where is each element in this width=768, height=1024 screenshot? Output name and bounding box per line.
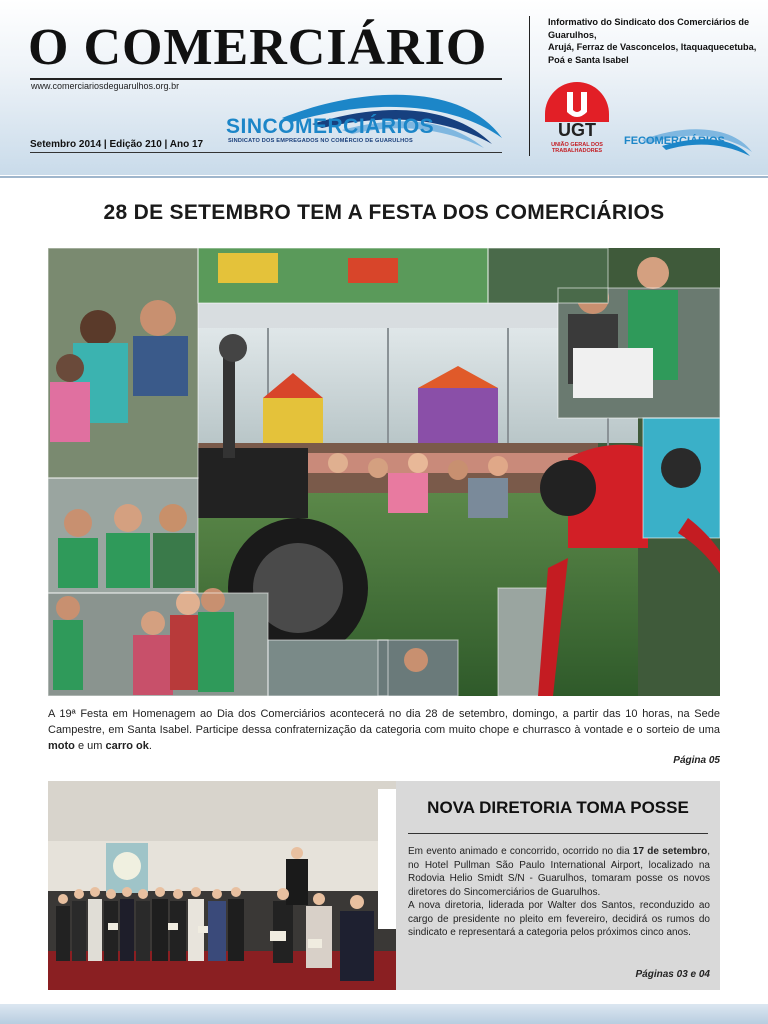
newspaper-title: O COMERCIÁRIO xyxy=(28,19,488,76)
edition-info: Setembro 2014 | Edição 210 | Ano 17 xyxy=(30,139,204,150)
main-story-caption xyxy=(48,706,720,754)
masthead-header xyxy=(0,0,768,175)
caption-bold-moto: moto xyxy=(48,740,75,752)
ugt-tagline: UNIÃO GERAL DOS TRABALHADORES xyxy=(551,142,603,154)
ugt-wordmark: UGT xyxy=(558,120,596,140)
second-story-body xyxy=(408,845,710,940)
fecomerciarios-wordmark: FECOMERCIÁRIOS xyxy=(624,135,725,147)
info-line: Arujá, Ferraz de Vasconcelos, Itaquaquecetuba, xyxy=(548,42,757,52)
main-headline: 28 DE SETEMBRO TEM A FESTA DOS COMERCIÁRIOS xyxy=(103,201,665,224)
posse-ceremony-photo xyxy=(48,781,396,990)
caption-text: A 19ª Festa em Homenagem ao Dia dos Comerciários acontecerá no dia 28 de setembro, domingo, a partir das 10 horas, na Sede Campestre, em Santa Isabel. Participe dessa confraternização da categoria com muito chope e churrasco à vontade e o sorteio de uma xyxy=(48,708,720,736)
second-story-title: NOVA DIRETORIA TOMA POSSE xyxy=(427,798,689,817)
caption-bold-carro: carro ok xyxy=(105,740,149,752)
ugt-logo xyxy=(540,82,614,156)
paragraph-text: Em evento animado e concorrido, ocorrido no dia xyxy=(408,846,633,857)
caption-text: e um xyxy=(74,740,106,752)
info-line: Informativo do Sindicato dos Comerciários de Guarulhos, xyxy=(548,17,750,40)
sincomerciarios-wordmark: SINCOMERCIÁRIOS xyxy=(226,115,435,138)
edition-rule xyxy=(30,152,502,153)
paragraph-bold-date: 17 de setembro xyxy=(632,846,708,857)
website-link[interactable]: www.comerciariosdeguarulhos.org.br xyxy=(31,81,180,91)
ceremony-photo xyxy=(48,781,396,990)
caption-text: . xyxy=(148,740,152,752)
festa-photo-collage xyxy=(48,248,720,696)
info-line: Poá e Santa Isabel xyxy=(548,54,629,65)
masthead-rule xyxy=(30,78,502,80)
paragraph-2: A nova diretoria, liderada por Walter dos Santos, reconduzido ao cargo de presidente no pleito em fevereiro, decidirá os rumos do sindicato e representará a categoria pelos próximos cinco anos. xyxy=(408,900,710,938)
collage-photo xyxy=(48,248,720,696)
ugt-emblem-icon xyxy=(545,82,609,122)
paragraph-text: , no Hotel Pullman São Paulo International Airport, localizado na Rodovia Helio Smidt S/N - Guarulhos, tomaram posse os novos diretores do Sincomerciários de Guarulhos. xyxy=(408,846,710,898)
footer-bar xyxy=(0,1004,768,1024)
second-story-page-ref[interactable]: Páginas 03 e 04 xyxy=(635,969,710,980)
fecomerciarios-logo xyxy=(622,124,754,158)
publisher-info xyxy=(548,16,758,66)
header-divider xyxy=(529,16,530,156)
sincomerciarios-logo xyxy=(222,88,504,150)
main-story-page-ref[interactable]: Página 05 xyxy=(673,755,720,766)
header-bottom-rule xyxy=(0,176,768,178)
nova-diretoria-box xyxy=(396,781,720,990)
paragraph-1 xyxy=(408,845,710,899)
box-title-rule xyxy=(408,833,708,834)
sincomerciarios-tagline: SINDICATO DOS EMPREGADOS NO COMÉRCIO DE GUARULHOS xyxy=(228,138,413,144)
